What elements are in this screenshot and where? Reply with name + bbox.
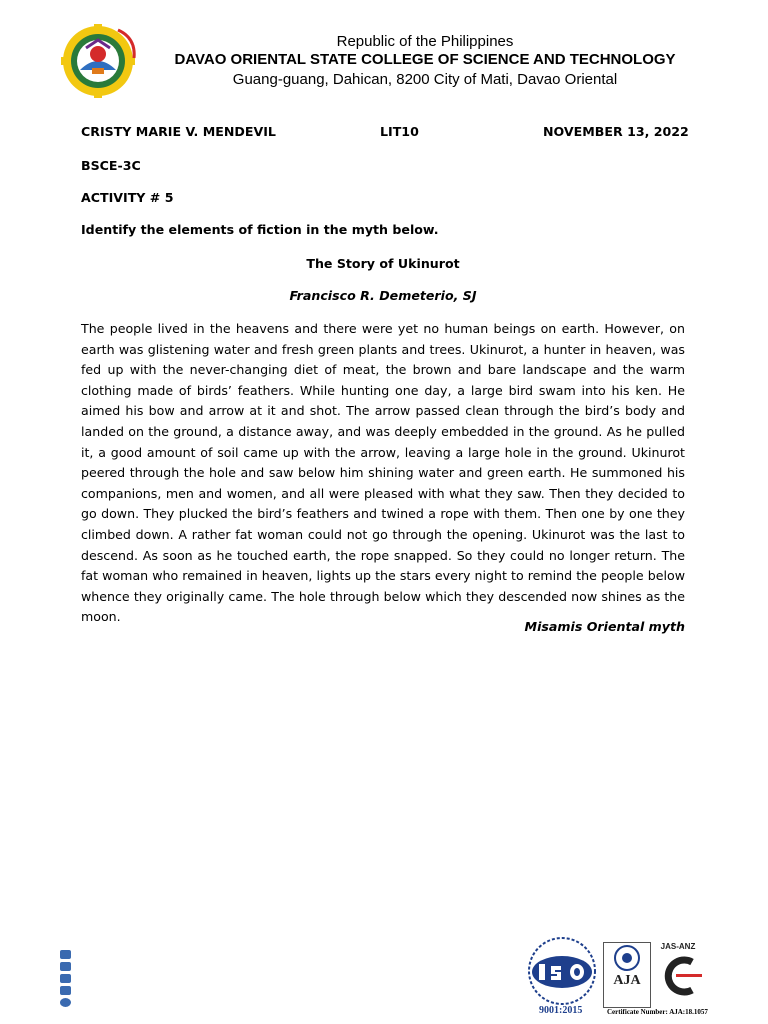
header-college-name: DAVAO ORIENTAL STATE COLLEGE OF SCIENCE AND TECHNOLOGY	[174, 51, 676, 68]
activity-label: ACTIVITY # 5	[81, 190, 174, 205]
subject-code: LIT10	[380, 124, 419, 139]
twitter-icon	[60, 974, 71, 983]
jas-anz-label: JAS-ANZ	[660, 942, 696, 951]
certificate-number: Certificate Number: AJA:18.1057	[607, 1008, 708, 1016]
globe-icon	[60, 998, 71, 1007]
email-icon	[60, 962, 71, 971]
activity-instruction: Identify the elements of fiction in the myth below.	[81, 222, 439, 237]
social-icons	[58, 950, 74, 1010]
story-text: The people lived in the heavens and there were yet no human beings on earth. However, on earth was glistening water and fresh green plants and trees. Ukinurot, a hunter in heaven, was fed up with the never-changing diet of meat, the brown and bare landscape and the warm clothing made of birds’ feathers. While hunting one day, a large bird swam into his ken. He aimed his bow and arrow at it and shot. The arrow passed clean through the bird’s body and landed on the ground, a distance away, and was deeply embedded in the ground. As he pulled it, a good amount of soil came up with the arrow, leaving a large hole in the ground. Ukinurot peered through the hole and saw below him shining water and green earth. He summoned his companions, men and women, and all were pleased with what they saw. Then they decided to go down. They plucked the bird’s feathers and twined a rope with them. Then one by one they climbed down. A rather fat woman could not go through the opening. Ukinurot was the last to descend. As soon as he touched earth, the rope snapped. So they could no longer return. The fat woman who remained in heaven, lights up the stars every night to remind the people below whence they originally came. The hole through below which they descended now shines as the moon.	[81, 321, 685, 625]
jas-anz-logo-icon	[652, 942, 704, 1006]
aja-logo-icon	[603, 942, 651, 1008]
story-source: Misamis Oriental myth	[524, 619, 685, 634]
iso-logo-icon	[517, 936, 607, 1020]
iso-standard-label: 9001:2015	[539, 1005, 583, 1016]
college-seal-icon	[58, 24, 140, 98]
header-address: Guang-guang, Dahican, 8200 City of Mati, Davao Oriental	[232, 71, 618, 88]
aja-label: AJA	[613, 973, 641, 988]
story-title: The Story of Ukinurot	[306, 256, 460, 271]
story-author: Francisco R. Demeterio, SJ	[289, 288, 477, 303]
header-republic: Republic of the Philippines	[336, 33, 514, 50]
phone-icon	[60, 950, 71, 959]
facebook-icon	[60, 986, 71, 995]
submission-date: NOVEMBER 13, 2022	[543, 124, 689, 139]
student-name: CRISTY MARIE V. MENDEVIL	[81, 124, 276, 139]
certification-logos	[517, 936, 707, 1020]
section-code: BSCE-3C	[81, 158, 141, 173]
